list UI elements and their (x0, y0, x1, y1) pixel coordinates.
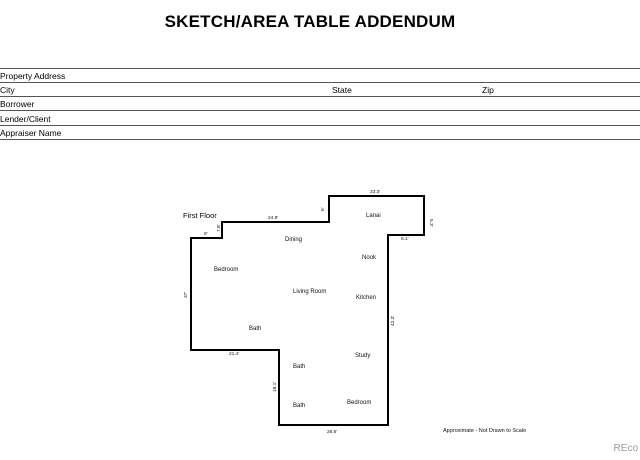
dimension-label: 26.6' (327, 430, 338, 435)
room-label-dining: Dining (285, 237, 303, 243)
lender-client-label: Lender/Client (0, 114, 51, 124)
state-label: State (332, 85, 352, 95)
zip-label: Zip (482, 85, 494, 95)
room-label-bath: Bath (293, 364, 306, 370)
dimension-label: 6' (321, 207, 326, 211)
borrower-label: Borrower (0, 99, 35, 109)
dimension-label: 5.3' (428, 219, 433, 227)
floor-plan-outline (191, 196, 424, 425)
floor-label: First Floor (183, 211, 217, 220)
watermark-logo: REco (613, 443, 638, 454)
room-label-lanai: Lanai (366, 213, 381, 219)
room-label-bedroom: Bedroom (214, 267, 239, 273)
dimension-label: 8' (204, 232, 208, 237)
room-label-study: Study (355, 353, 371, 359)
dimension-label: 21.4' (229, 352, 240, 357)
room-label-bedroom: Bedroom (347, 400, 372, 406)
room-label-bath: Bath (249, 326, 262, 332)
appraiser-name-label: Appraiser Name (0, 128, 62, 138)
dimension-label: 23.3' (370, 190, 381, 195)
scale-note: Approximate - Not Drawn to Scale (443, 428, 527, 434)
dimension-label: 37' (184, 291, 189, 298)
room-label-kitchen: Kitchen (356, 295, 377, 301)
dimension-label: 7.8' (217, 224, 222, 232)
room-label-nook: Nook (362, 255, 377, 261)
dimension-label: 6.1' (401, 237, 409, 242)
dimension-label: 42.3' (391, 315, 396, 326)
room-label-bath: Bath (293, 403, 306, 409)
dimension-label: 18.1' (273, 381, 278, 392)
dimension-label: 24.8' (268, 216, 279, 221)
page-title: SKETCH/AREA TABLE ADDENDUM (164, 12, 456, 31)
city-label: City (0, 85, 15, 95)
property-address-label: Property Address (0, 71, 66, 81)
room-label-living-room: Living Room (293, 289, 327, 295)
